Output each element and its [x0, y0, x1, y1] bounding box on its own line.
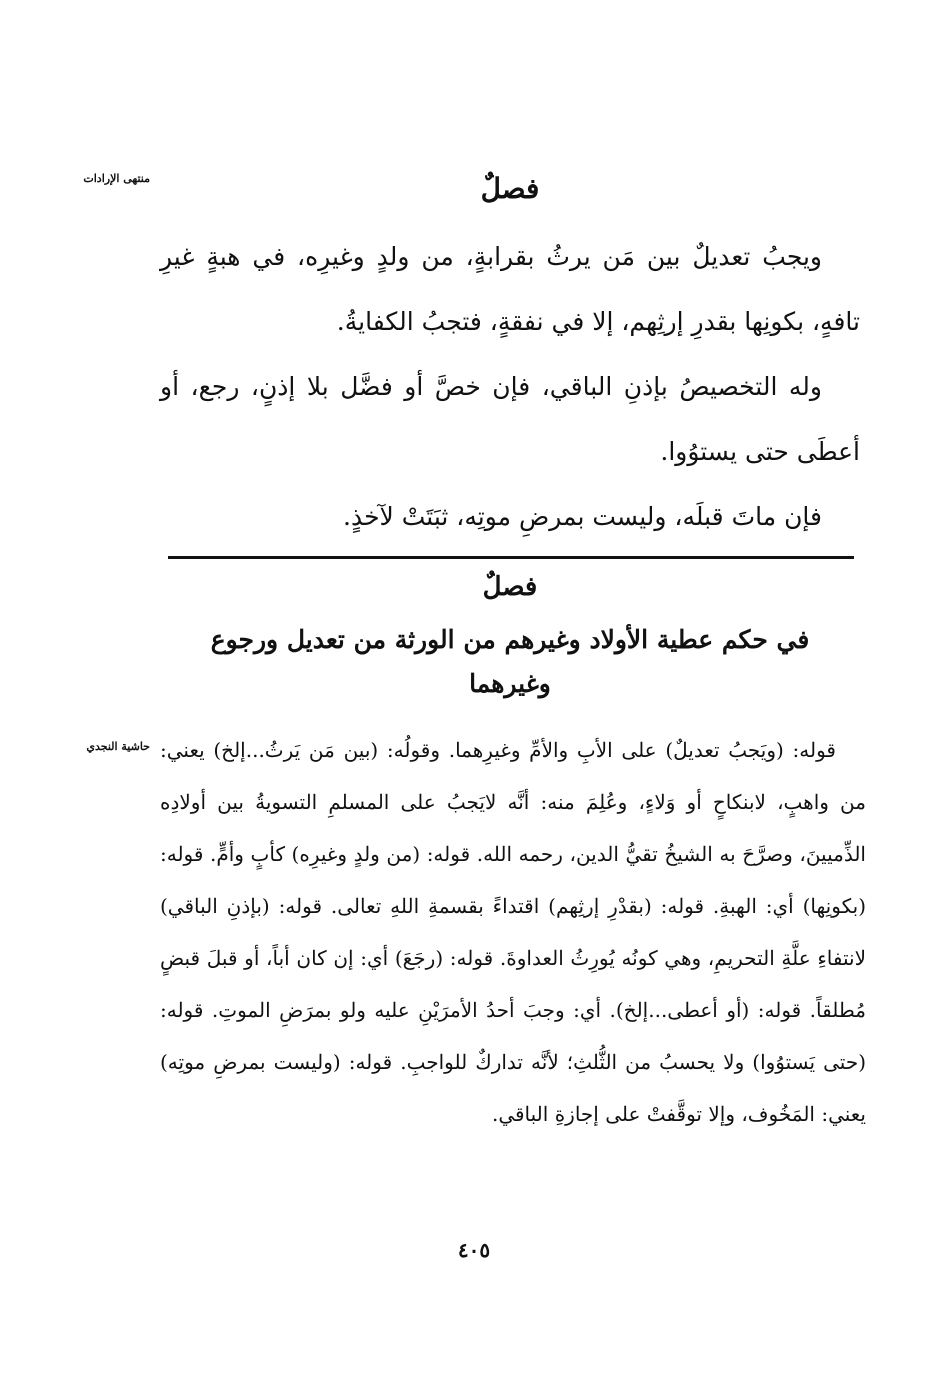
- section-divider: [168, 556, 854, 559]
- matn-paragraph: ويجبُ تعديلٌ بين مَن يرثُ بقرابةٍ، من ولدٍ وغيرِه، في هبةٍ غيرِ تافهٍ، بكونِها بقدرِ إرثِهم، إلا في نفقةٍ، فتجبُ الكفايةُ.: [160, 242, 860, 336]
- commentary-text-block: [160, 724, 866, 1140]
- source-label-matn: منتهى الإرادات: [83, 172, 150, 185]
- page-number: ٤٠٥: [457, 1238, 491, 1262]
- matn-paragraph: فإن ماتَ قبلَه، وليست بمرضِ موتِه، ثبَتَتْ لآخذٍ.: [343, 502, 822, 531]
- commentary-subtitle: في حكم عطية الأولاد وغيرهم من الورثة من تعديل ورجوع وغيرهما: [210, 625, 810, 698]
- matn-text-block: [160, 224, 860, 549]
- section-title-commentary: فصلٌ: [482, 572, 538, 602]
- source-label-commentary: حاشية النجدي: [86, 740, 150, 753]
- matn-paragraph: وله التخصيصُ بإذنِ الباقي، فإن خصَّ أو فضَّل بلا إذنٍ، رجع، أو أعطَى حتى يستوُوا.: [160, 372, 860, 466]
- section-title-matn: فصلٌ: [480, 172, 540, 205]
- commentary-paragraph: قوله: (ويَجبُ تعديلٌ) على الأبِ والأمِّ وغيرِهما. وقولُه: (بين مَن يَرثُ...إلخ) يعني: من واهبٍ، لابنكاحٍ أو وَلاءٍ، وعُلِمَ منه: أنَّه لايَجبُ على المسلمِ التسويةُ بين أولادِه الذِّميينَ، وصرَّحَ به الشيخُ تقيُّ الدين، رحمه الله. قوله: (من ولدٍ وغيرِه) كأبٍ وأمٍّ. قوله: (بكونِها) أي: الهبةِ. قوله: (بقدْرِ إرثِهم) اقتداءً بقسمةِ اللهِ تعالى. قوله: (بإذنِ الباقي) لانتفاءِ علَّةِ التحريمِ، وهي كونُه يُورِثُ العداوةَ. قوله: (رجَعَ) أي: إن كان أباً، أو قبلَ قبضٍ مُطلقاً. قوله: (أو أعطى...إلخ). أي: وجبَ أحدُ الأمرَيْنِ عليه ولو بمرَضِ الموتِ. قوله: (حتى يَستوُوا) ولا يحسبُ من الثُّلثِ؛ لأنَّه تداركٌ للواجبِ. قوله: (وليست بمرضِ موتِه) يعني: المَخُوف، وإلا توقَّفتْ على إجازةِ الباقي.: [160, 738, 866, 1126]
